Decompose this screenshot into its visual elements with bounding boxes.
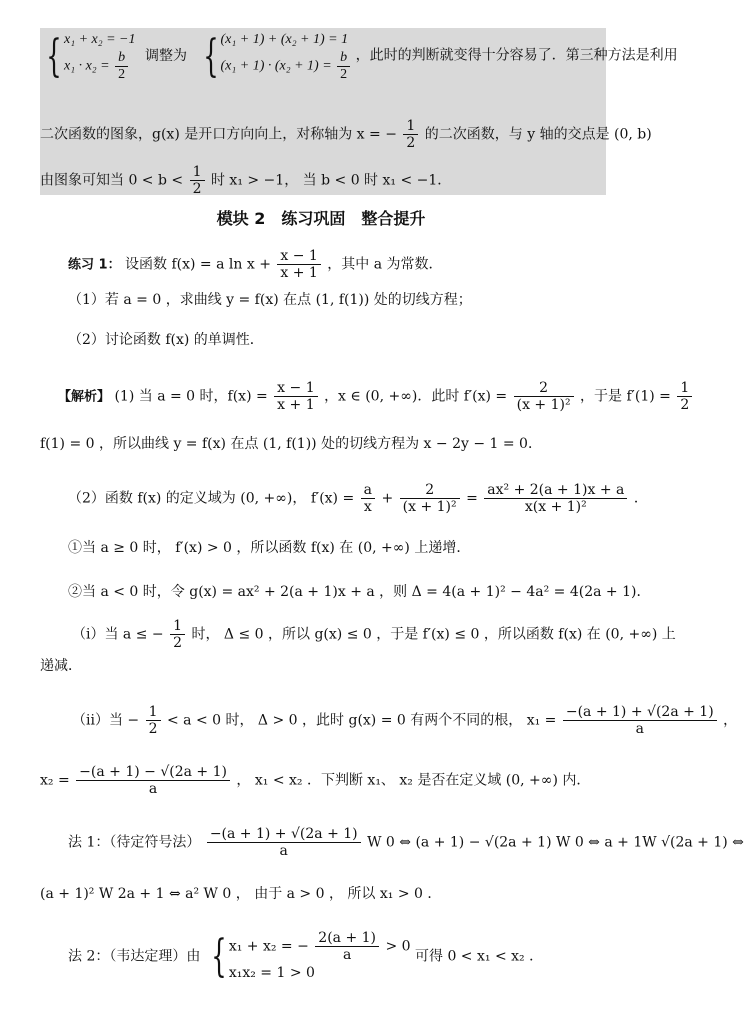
box-line-3 xyxy=(40,164,451,197)
fraction-root-x2: $\frac{-(a + 1) - √(2a + 1)}{a}$ xyxy=(76,764,230,797)
comma: ， xyxy=(723,712,738,729)
fraction-one-half: $\frac{1}{2}$ xyxy=(403,118,418,151)
box-line-2 xyxy=(40,118,652,151)
system-2 xyxy=(221,30,353,83)
fraction-derivative-combined: $\frac{\text{ax² + 2(a + 1)x + a}}{\text{x(x + 1)²}}$ xyxy=(484,482,627,515)
solution-line-5: ②当 a < 0 时，令 g(x) = ax² + 2(a + 1)x + a ，则 Δ = 4(a + 1)² − 4a² = 4(2a + 1)． xyxy=(68,584,651,600)
solution-6-head: （i）当 a ≤ − xyxy=(72,626,164,643)
solution-1-head: (1) 当 a = 0 时，f(x) = xyxy=(114,388,268,405)
method-2-line: 法 2：（韦达定理）由 { x₁ + x₂ = − $\frac{2(a + 1)}{a}$ > 0 x₁x₂ = 1 > 0 可得 0 < x₁ < x₂ ． xyxy=(68,930,544,982)
fraction-method-1: $\frac{-(a + 1) + √(2a + 1)}{a}$ xyxy=(207,826,361,859)
box-line-2-head: 二次函数的图象，g(x) 是开口方向向上，对称轴为 x = − xyxy=(40,126,397,143)
equals-sign: = xyxy=(466,490,478,507)
method-2-label: 法 2：（韦达定理）由 xyxy=(68,948,201,965)
solution-line-8 xyxy=(40,764,590,797)
vieta-product: x₁x₂ = 1 > 0 xyxy=(228,965,315,981)
solution-label: 【解析】 xyxy=(58,389,111,405)
method-1-line-2: (a + 1)² W 2a + 1 ⇔ a² W 0 ， 由于 a > 0 ， 所以 x₁ > 0 ． xyxy=(40,886,442,902)
box-line-3-head: 由图象可知当 0 < b < xyxy=(40,172,184,189)
vieta-sum-right: > 0 xyxy=(385,938,411,955)
method-2-tail: 可得 0 < x₁ < x₂ ． xyxy=(415,948,544,965)
fraction-a-over-x: $\frac{a}{x}$ xyxy=(361,482,375,515)
plus-sign: + xyxy=(381,490,394,507)
system-2-eq-1: (x₁ + 1) + (x₂ + 1) = 1 xyxy=(220,32,349,47)
box-line-3-tail: 时 x₁ > −1， 当 b < 0 时 x₁ < −1． xyxy=(210,172,452,189)
solution-line-2: f(1) = 0 ，所以曲线 y = f(x) 在点 (1, f(1)) 处的切线方程为 x − 2y − 1 = 0． xyxy=(40,436,542,452)
fraction-x-1-over-x-1: $\frac{x - 1}{x + 1}$ xyxy=(277,248,320,281)
solution-line-1 xyxy=(58,380,694,413)
vieta-sum-left: x₁ + x₂ = − xyxy=(228,938,309,955)
solution-line-6b: 递减． xyxy=(40,658,82,674)
fraction-b-over-2: $\frac{b}{2}$ xyxy=(115,50,128,83)
system-1-eq-2-left: x₁ · x₂ = xyxy=(64,58,110,74)
system-1-eq-1: x₁ + x₂ = −1 xyxy=(64,32,136,47)
method-1-chain: W 0 ⇔ (a + 1) − √(2a + 1) W 0 ⇔ a + 1W √(2a + 1) ⇔ xyxy=(367,834,744,851)
fraction-b-over-2-b: $\frac{b}{2}$ xyxy=(337,50,350,83)
solution-3-head: （2）函数 f(x) 的定义域为 (0, +∞)， f′(x) = xyxy=(68,490,355,507)
fraction-one-half-3: $\frac{1}{2}$ xyxy=(170,618,185,651)
system-2-eq-2-left: (x₁ + 1) · (x₂ + 1) = xyxy=(220,58,332,74)
exercise-intro-tail: ，其中 a 为常数． xyxy=(327,256,443,273)
box-line-1-tail: ，此时的判断就变得十分容易了．第三种方法是利用 xyxy=(355,48,678,64)
solution-8-head: x₂ = xyxy=(40,772,70,789)
solution-line-6 xyxy=(72,618,676,651)
system-1 xyxy=(64,30,136,83)
fraction-2-over-x-1-squared: $\frac{2}{\text{(x + 1)²}}$ xyxy=(400,482,460,515)
box-line-1: { x₁ + x₂ = −1 x₁ · x₂ = $\frac{b}{2}$ 调整为 { (x₁ + 1) + (x₂ + 1) = 1 (x₁ + 1) · (x₂ + 1) = $\frac{b}{2}$ ，此时的判断就变得十分容易了．第三种方法是利用 xyxy=(46,30,678,82)
method-1-line-1 xyxy=(68,826,744,859)
fraction-derivative: $\frac{2}{\text{(x + 1)²}}$ xyxy=(514,380,574,413)
fraction-root-x1: $\frac{-(a + 1) + √(2a + 1)}{a}$ xyxy=(563,704,717,737)
fraction-derivative-at-1: $\frac{1}{2}$ xyxy=(677,380,692,413)
method-1-label: 法 1：（待定符号法） xyxy=(68,834,201,851)
solution-line-3 xyxy=(68,482,648,515)
exercise-q1: （1）若 a = 0 ，求曲线 y = f(x) 在点 (1, f(1)) 处的切线方程； xyxy=(68,292,472,308)
section-title: 模块 2 练习巩固 整合提升 xyxy=(216,209,426,228)
solution-1-tail: ，于是 f′(1) = xyxy=(580,388,671,405)
exercise-q2: （2）讨论函数 f(x) 的单调性． xyxy=(68,332,264,348)
fraction-f-x: $\frac{x - 1}{x + 1}$ xyxy=(274,380,317,413)
solution-8-tail: ， x₁ < x₂ ．下判断 x₁、 x₂ 是否在定义域 (0, +∞) 内． xyxy=(236,772,591,789)
solution-line-4: ①当 a ≥ 0 时， f′(x) > 0 ，所以函数 f(x) 在 (0, +∞) 上递增． xyxy=(68,540,471,556)
box-line-2-tail: 的二次函数，与 y 轴的交点是 (0, b) xyxy=(424,126,652,143)
period: ． xyxy=(633,490,648,507)
adjust-text: 调整为 xyxy=(145,48,188,64)
solution-1-mid: ，x ∈ (0, +∞)．此时 f′(x) = xyxy=(324,388,508,405)
exercise-label: 练习 1： xyxy=(68,257,121,273)
fraction-vieta-sum: $\frac{2(a + 1)}{a}$ xyxy=(315,930,379,963)
solution-line-7 xyxy=(72,704,737,737)
solution-6-tail: 时， Δ ≤ 0 ，所以 g(x) ≤ 0 ，于是 f′(x) ≤ 0 ，所以函数 f(x) 在 (0, +∞) 上 xyxy=(191,626,676,643)
exercise-intro xyxy=(68,248,443,281)
solution-7-head: （ii）当 − xyxy=(72,712,140,729)
solution-7-mid: < a < 0 时， Δ > 0 ，此时 g(x) = 0 有两个不同的根， x₁ = xyxy=(166,712,557,729)
vieta-system xyxy=(229,930,411,983)
exercise-intro-head: 设函数 f(x) = a ln x + xyxy=(125,256,271,273)
fraction-one-half-4: $\frac{1}{2}$ xyxy=(146,704,161,737)
fraction-one-half-2: $\frac{1}{2}$ xyxy=(190,164,205,197)
